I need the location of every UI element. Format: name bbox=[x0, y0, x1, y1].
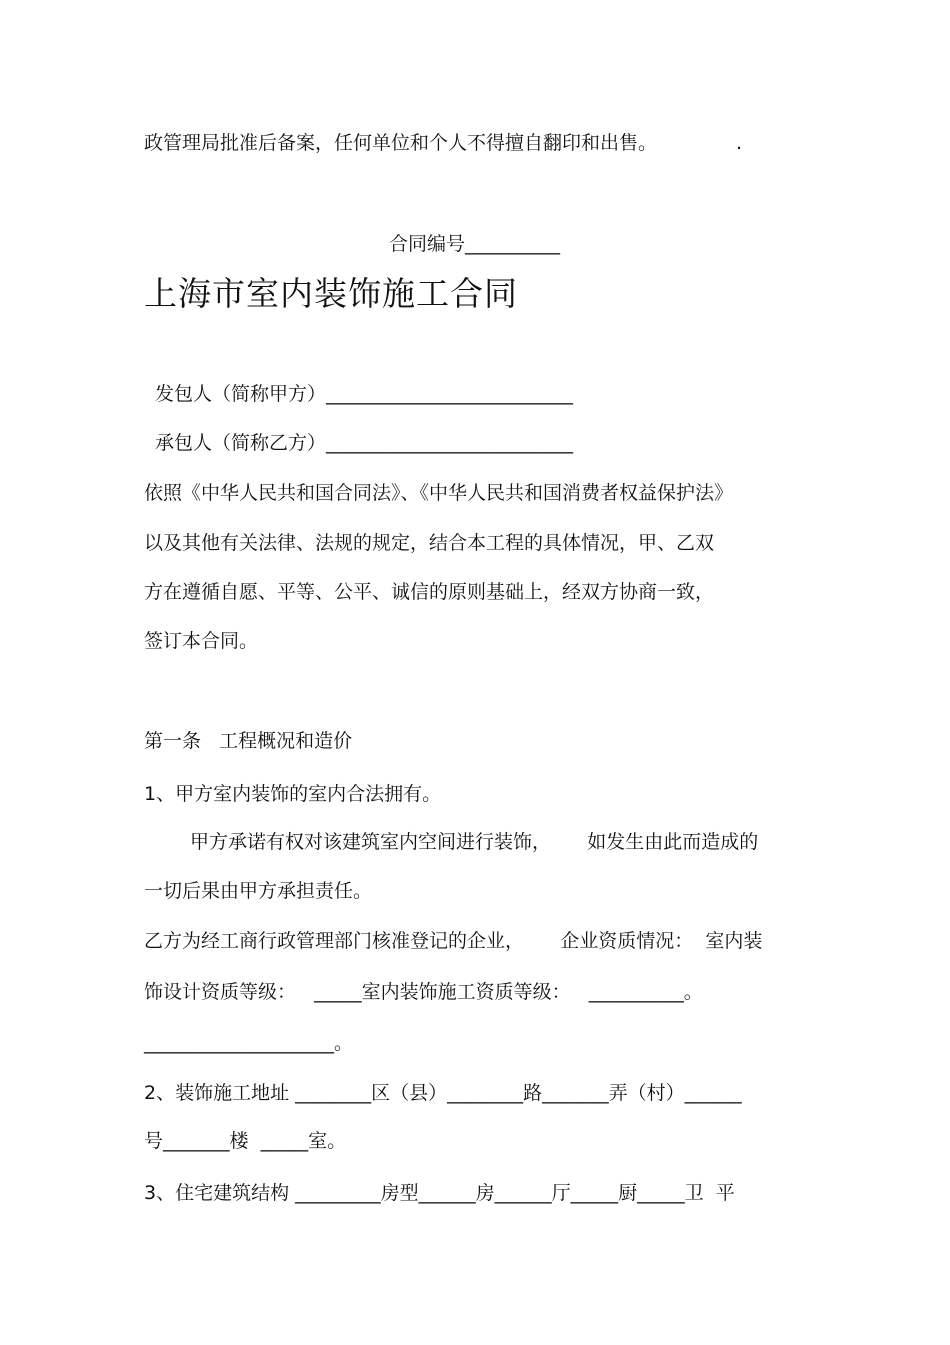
preamble-line-2: 以及其他有关法律、法规的规定，结合本工程的具体情况，甲、乙双 bbox=[144, 532, 715, 554]
page-title: 上海市室内装饰施工合同 bbox=[144, 274, 518, 313]
item-3-line-1: 3、住宅建筑结构 _________房型______房______厅_____厨_____卫 平 bbox=[144, 1182, 735, 1204]
party-b-line: 承包人（简称乙方）__________________________ bbox=[155, 432, 574, 454]
item-1-line-1: 1、甲方室内装饰的室内合法拥有。 bbox=[144, 783, 442, 805]
party-a-line: 发包人（简称甲方）__________________________ bbox=[155, 383, 574, 405]
header-dot: . bbox=[736, 132, 743, 154]
preamble-line-1: 依照《中华人民共和国合同法》、《中华人民共和国消费者权益保护法》 bbox=[144, 482, 734, 504]
item-1-line-2: 甲方承诺有权对该建筑室内空间进行装饰， 如发生由此而造成的 bbox=[190, 831, 759, 853]
item-1-line-4: 乙方为经工商行政管理部门核准登记的企业， 企业资质情况： 室内装 bbox=[144, 930, 763, 952]
item-2-line-2: 号_______楼 _____室。 bbox=[144, 1130, 347, 1152]
article-1-heading: 第一条 工程概况和造价 bbox=[144, 730, 353, 752]
preamble-line-4: 签订本合同。 bbox=[144, 630, 259, 652]
item-1-line-5: 饰设计资质等级： _____室内装饰施工资质等级： __________。 bbox=[144, 981, 703, 1003]
item-1-line-6: ____________________。 bbox=[144, 1032, 354, 1054]
preamble-line-3: 方在遵循自愿、平等、公平、诚信的原则基础上，经双方协商一致， bbox=[144, 581, 715, 603]
header-continuation: 政管理局批准后备案，任何单位和个人不得擅自翻印和出售。 bbox=[144, 132, 658, 154]
item-1-line-3: 一切后果由甲方承担责任。 bbox=[144, 880, 373, 902]
contract-number-label: 合同编号__________ bbox=[389, 233, 561, 255]
item-2-line-1: 2、装饰施工地址 ________区（县）________路_______弄（村）______ bbox=[144, 1082, 742, 1104]
